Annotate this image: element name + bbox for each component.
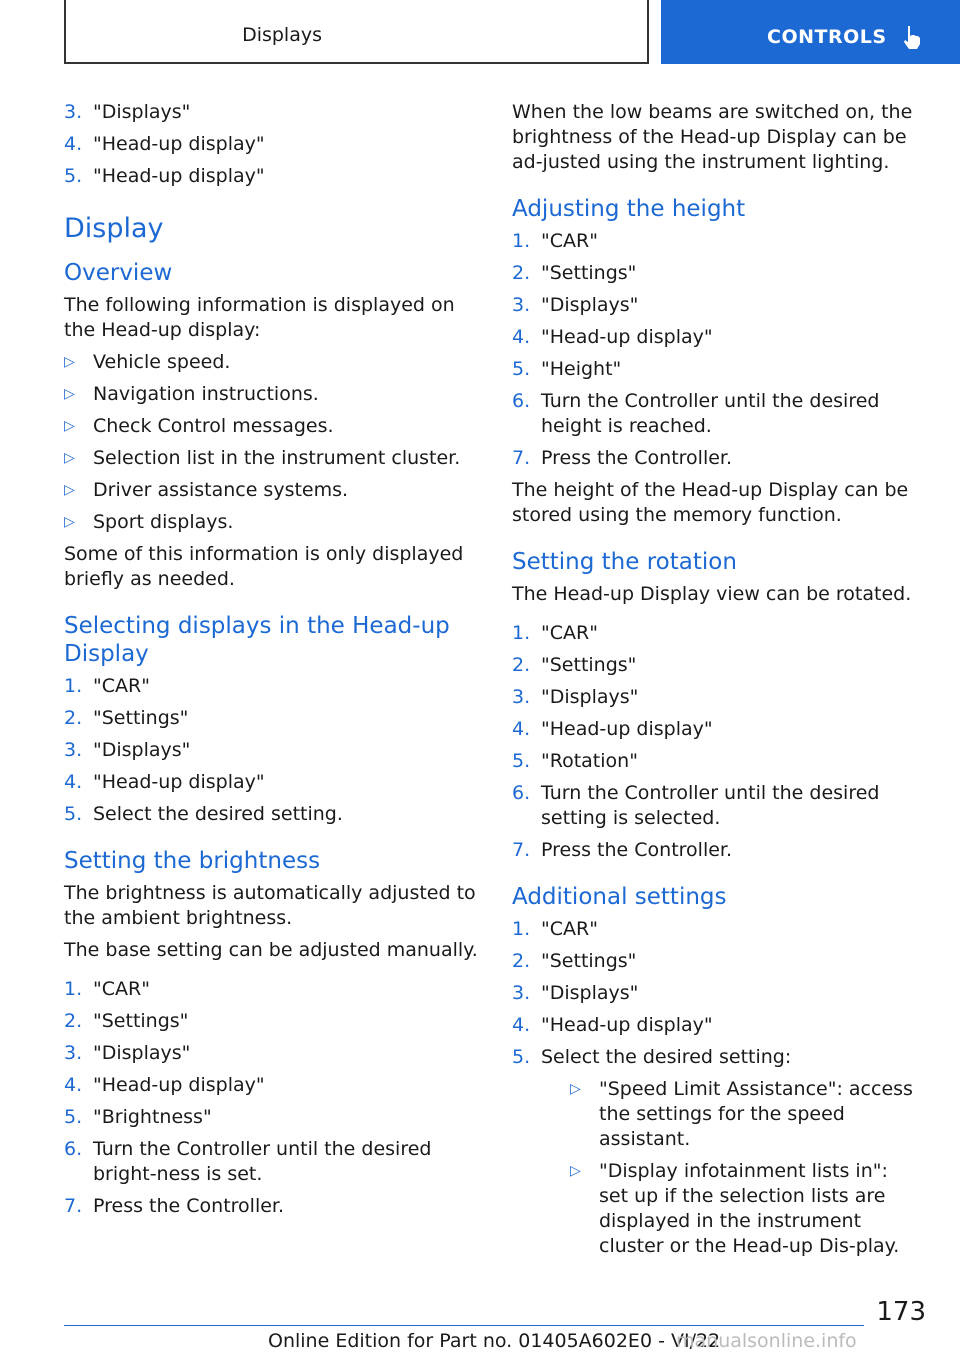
list-item [512, 261, 922, 286]
step-text: "Displays" [541, 982, 639, 1004]
brightness-steps [64, 977, 484, 1219]
step-text: "Brightness" [93, 1106, 212, 1128]
bullet-item [64, 382, 484, 407]
triangle-bullet-icon: ▷ [64, 418, 75, 434]
overview-text: The following information is displayed on the Head-up display: [64, 294, 455, 341]
step-number: 4. [64, 771, 83, 793]
list-item [512, 717, 922, 742]
step-number: 2. [64, 1010, 83, 1032]
step-number: 7. [512, 839, 531, 861]
subheading-additional-settings: Additional settings [512, 884, 727, 910]
step-text: "CAR" [93, 978, 150, 1000]
step-text: "Displays" [93, 739, 191, 761]
step-text: Press the Controller. [93, 1195, 285, 1217]
step-number: 3. [512, 294, 531, 316]
step-text: "Head-up display" [541, 1014, 713, 1036]
additional-steps [512, 917, 922, 1259]
list-item [64, 1041, 484, 1066]
triangle-bullet-icon: ▷ [64, 450, 75, 466]
section-heading-display: Display [64, 213, 164, 244]
subheading-rotation: Setting the rotation [512, 549, 737, 575]
bullet-item [570, 1077, 922, 1152]
list-item [512, 1045, 922, 1259]
list-item [512, 838, 922, 863]
bullet-text: Sport displays. [93, 511, 234, 533]
step-number: 5. [512, 1046, 531, 1068]
footer-divider [64, 1325, 864, 1326]
watermark: manualsonline.info [676, 1330, 857, 1352]
step-number: 5. [512, 750, 531, 772]
brightness-text-manual: The base setting can be adjusted manually. [64, 939, 478, 961]
step-number: 4. [512, 718, 531, 740]
step-text: Turn the Controller until the desired setting is selected. [541, 782, 880, 829]
bullet-item [64, 478, 484, 503]
step-number: 3. [512, 686, 531, 708]
list-item [64, 674, 484, 699]
header-tab-label: CONTROLS [767, 26, 887, 48]
step-text: "Head-up display" [93, 771, 265, 793]
step-text: "Head-up display" [541, 718, 713, 740]
step-number: 2. [512, 654, 531, 676]
list-item [64, 802, 484, 827]
step-number: 3. [64, 739, 83, 761]
bullet-text: Check Control messages. [93, 415, 334, 437]
step-text: Press the Controller. [541, 839, 733, 861]
subheading-adjusting-height: Adjusting the height [512, 196, 746, 222]
rotation-text: The Head-up Display view can be rotated. [512, 583, 912, 605]
step-text: "Settings" [541, 262, 637, 284]
overview-note: Some of this information is only displayed briefly as needed. [64, 543, 464, 590]
bullet-item [64, 510, 484, 535]
step-number: 6. [512, 390, 531, 412]
step-text: "Head-up display" [93, 1074, 265, 1096]
list-item [512, 357, 922, 382]
rotation-steps [512, 621, 922, 863]
step-number: 5. [64, 165, 83, 187]
triangle-bullet-icon: ▷ [64, 514, 75, 530]
hand-pointer-icon [901, 24, 923, 50]
step-text: "CAR" [541, 230, 598, 252]
step-text: "Head-up display" [93, 133, 265, 155]
step-text: "Settings" [541, 654, 637, 676]
bullet-item [64, 446, 484, 471]
list-item [64, 770, 484, 795]
list-item [64, 706, 484, 731]
header-bar [64, 0, 649, 64]
brightness-text: The brightness is automatically adjusted to the ambient brightness. [64, 882, 476, 929]
step-number: 1. [512, 230, 531, 252]
list-item [512, 293, 922, 318]
list-item [64, 100, 484, 125]
step-text: Turn the Controller until the desired height is reached. [541, 390, 880, 437]
step-text: "Displays" [93, 1042, 191, 1064]
triangle-bullet-icon: ▷ [570, 1081, 581, 1097]
list-item [64, 1137, 484, 1187]
step-number: 4. [64, 1074, 83, 1096]
step-number: 4. [512, 1014, 531, 1036]
step-number: 2. [64, 707, 83, 729]
bullet-item [64, 414, 484, 439]
step-text: "Height" [541, 358, 622, 380]
list-item [64, 1194, 484, 1219]
step-text: Select the desired setting. [93, 803, 343, 825]
subheading-brightness: Setting the brightness [64, 848, 321, 874]
step-number: 3. [512, 982, 531, 1004]
list-item [512, 389, 922, 439]
right-column [512, 100, 922, 1266]
step-number: 1. [64, 675, 83, 697]
step-number: 3. [64, 1042, 83, 1064]
step-text: "Settings" [541, 950, 637, 972]
step-text: Select the desired setting: [541, 1046, 792, 1068]
step-text: "Settings" [93, 1010, 189, 1032]
list-item [64, 164, 484, 189]
step-text: "Displays" [93, 101, 191, 123]
list-item [512, 781, 922, 831]
step-text: "Rotation" [541, 750, 638, 772]
step-text: Press the Controller. [541, 447, 733, 469]
triangle-bullet-icon: ▷ [64, 386, 75, 402]
triangle-bullet-icon: ▷ [64, 482, 75, 498]
step-number: 7. [64, 1195, 83, 1217]
bullet-item [570, 1159, 922, 1259]
bullet-text: Driver assistance systems. [93, 479, 349, 501]
list-item [64, 738, 484, 763]
footer-edition: Online Edition for Part no. 01405A602E0 - VI/22 [268, 1330, 721, 1352]
step-text: "Settings" [93, 707, 189, 729]
list-item [512, 229, 922, 254]
list-item [512, 621, 922, 646]
height-steps [512, 229, 922, 471]
list-item [64, 1105, 484, 1130]
list-item [512, 749, 922, 774]
step-text: "CAR" [541, 622, 598, 644]
triangle-bullet-icon: ▷ [570, 1163, 581, 1179]
list-item [64, 132, 484, 157]
bullet-text: "Display infotainment lists in": set up if the selection lists are displayed in the instrument cluster or the Head-up Dis‐play. [599, 1160, 900, 1257]
step-number: 5. [512, 358, 531, 380]
step-text: "Displays" [541, 294, 639, 316]
list-item [512, 1013, 922, 1038]
step-text: "Displays" [541, 686, 639, 708]
step-number: 4. [512, 326, 531, 348]
header-tab-controls [661, 0, 960, 64]
step-number: 2. [512, 950, 531, 972]
list-item [512, 917, 922, 942]
bullet-text: "Speed Limit Assistance": access the settings for the speed assistant. [599, 1078, 913, 1150]
step-number: 5. [64, 803, 83, 825]
list-item [512, 325, 922, 350]
step-number: 6. [512, 782, 531, 804]
page-number: 173 [876, 1297, 926, 1327]
triangle-bullet-icon: ▷ [64, 354, 75, 370]
step-number: 1. [64, 978, 83, 1000]
height-note: The height of the Head-up Display can be stored using the memory function. [512, 479, 909, 526]
step-number: 3. [64, 101, 83, 123]
step-text: "Head-up display" [93, 165, 265, 187]
bullet-text: Vehicle speed. [93, 351, 231, 373]
step-number: 5. [64, 1106, 83, 1128]
low-beams-text: When the low beams are switched on, the brightness of the Head-up Display can be ad‐justed using the instrument lighting. [512, 101, 913, 173]
header-section-title: Displays [242, 24, 322, 46]
list-item [512, 685, 922, 710]
list-item [512, 981, 922, 1006]
overview-bullets [64, 350, 484, 535]
list-item [64, 977, 484, 1002]
step-text: "Head-up display" [541, 326, 713, 348]
selecting-steps [64, 674, 484, 827]
list-item [512, 446, 922, 471]
step-number: 7. [512, 447, 531, 469]
bullet-text: Navigation instructions. [93, 383, 319, 405]
bullet-item [64, 350, 484, 375]
list-item [64, 1009, 484, 1034]
step-number: 2. [512, 262, 531, 284]
additional-subbullets [570, 1077, 922, 1259]
step-number: 1. [512, 622, 531, 644]
left-column [64, 100, 484, 1226]
list-item [64, 1073, 484, 1098]
step-text: Turn the Controller until the desired bright‐ness is set. [93, 1138, 432, 1185]
subheading-selecting-displays: Selecting displays in the Head-up Display [64, 613, 450, 667]
intro-list [64, 100, 484, 189]
step-text: "CAR" [541, 918, 598, 940]
list-item [512, 949, 922, 974]
step-text: "CAR" [93, 675, 150, 697]
step-number: 6. [64, 1138, 83, 1160]
step-number: 1. [512, 918, 531, 940]
step-number: 4. [64, 133, 83, 155]
list-item [512, 653, 922, 678]
bullet-text: Selection list in the instrument cluster. [93, 447, 461, 469]
subheading-overview: Overview [64, 260, 173, 286]
